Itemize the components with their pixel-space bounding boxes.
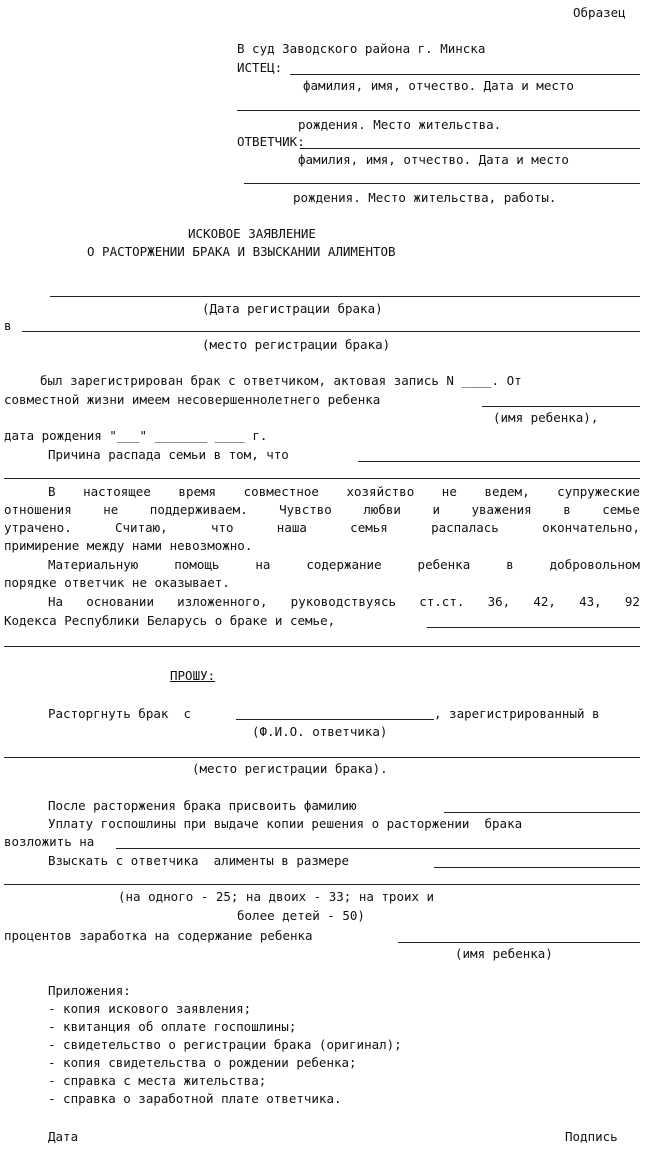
justified-word: ведем, — [484, 484, 530, 499]
in-prefix: в — [4, 318, 12, 333]
justified-word: 42, — [533, 594, 556, 609]
justified-word: добровольном — [549, 557, 640, 572]
plaintiff-hint-1: фамилия, имя, отчество. Дата и место — [303, 78, 574, 93]
reason-label: Причина распада семьи в том, что — [48, 447, 289, 462]
attachment-item: - квитанция об оплате госпошлины; — [48, 1019, 297, 1034]
rates-line1: (на одного - 25; на двоих - 33; на троих и — [118, 889, 435, 904]
defendant-fio-hint: (Ф.И.О. ответчика) — [252, 724, 388, 739]
reason-line-2 — [4, 478, 640, 479]
child-name-hint: (имя ребенка), — [493, 410, 599, 425]
justified-word: ребенка — [417, 557, 471, 572]
p2-line4: примирение между нами невозможно. — [4, 538, 253, 553]
justified-word: 36, — [487, 594, 511, 609]
attachment-item: - свидетельство о регистрации брака (оригинал); — [48, 1037, 402, 1052]
reg-date-line — [50, 296, 640, 297]
p1-line1: был зарегистрирован брак с ответчиком, актовая запись N ____. От — [40, 373, 522, 388]
justified-word: семья — [350, 520, 388, 535]
justified-word: На — [48, 594, 64, 609]
defendant-line-2 — [244, 183, 640, 184]
justified-word: не — [441, 484, 457, 499]
percent-line — [398, 942, 640, 943]
surname-line — [444, 812, 640, 813]
signature-label: Подпись — [565, 1129, 618, 1144]
justified-word: супружеские — [557, 484, 640, 499]
justified-word: любви — [363, 502, 401, 517]
alimony-line — [434, 867, 640, 868]
justified-word: Считаю, — [115, 520, 168, 535]
surname-label: После расторжения брака присвоить фамилию — [48, 798, 357, 813]
attachments-heading: Приложения: — [48, 983, 131, 998]
plaintiff-line-2 — [237, 110, 640, 111]
p3-line2: порядке ответчик не оказывает. — [4, 575, 230, 590]
attachment-item: - копия свидетельства о рождении ребенка; — [48, 1055, 357, 1070]
p4-line2: Кодекса Республики Беларусь о браке и семье, — [4, 613, 336, 628]
request-child-hint: (имя ребенка) — [455, 946, 553, 961]
percent-label: процентов заработка на содержание ребенка — [4, 928, 313, 943]
request-reg-line — [4, 757, 640, 758]
p2-line3 — [4, 520, 640, 535]
justified-word: и — [432, 502, 440, 517]
justified-word: на — [255, 557, 271, 572]
justified-word: 43, — [579, 594, 602, 609]
p4-line1 — [48, 594, 640, 609]
request-reg-hint: (место регистрации брака). — [192, 761, 388, 776]
attachment-item: - справка о заработной плате ответчика. — [48, 1091, 342, 1106]
reason-line — [358, 461, 640, 462]
justified-word: наша — [276, 520, 307, 535]
dissolve-suffix: , зарегистрированный в — [434, 706, 600, 721]
justified-word: Чувство — [279, 502, 332, 517]
defendant-label: ОТВЕТЧИК: — [237, 134, 305, 149]
attachment-item: - справка с места жительства; — [48, 1073, 267, 1088]
fee-line2: возложить на — [4, 834, 95, 849]
alimony-line-2 — [4, 884, 640, 885]
justified-word: семье — [602, 502, 640, 517]
reg-date-hint: (Дата регистрации брака) — [202, 301, 383, 316]
doc-title: ИСКОВОЕ ЗАЯВЛЕНИЕ — [188, 226, 316, 241]
p2-line1 — [48, 484, 640, 499]
attachment-item: - копия искового заявления; — [48, 1001, 252, 1016]
justified-word: руководствуясь — [290, 594, 397, 609]
justified-word: что — [210, 520, 234, 535]
justified-word: время — [178, 484, 217, 499]
defendant-line — [300, 148, 640, 149]
plaintiff-hint-2: рождения. Место жительства. — [298, 117, 502, 132]
justified-word: не — [103, 502, 119, 517]
justified-word: помощь — [174, 557, 220, 572]
dissolve-prefix: Расторгнуть брак с — [48, 706, 191, 721]
justified-word: 92 — [624, 594, 640, 609]
reg-place-line — [22, 331, 640, 332]
justified-word: поддерживаем. — [149, 502, 248, 517]
p1-line2: совместной жизни имеем несовершеннолетнего ребенка — [4, 392, 381, 407]
p4-line — [427, 627, 640, 628]
justified-word: В — [48, 484, 56, 499]
sample-label: Образец — [573, 5, 626, 20]
fee-line — [116, 848, 640, 849]
justified-word: уважения — [471, 502, 532, 517]
justified-word: содержание — [306, 557, 382, 572]
justified-word: отношения — [4, 502, 72, 517]
defendant-hint-2: рождения. Место жительства, работы. — [293, 190, 557, 205]
p4-line-2 — [4, 646, 640, 647]
p3-line1 — [48, 557, 640, 572]
fee-line1: Уплату госпошлины при выдаче копии решения о расторжении брака — [48, 816, 523, 831]
p2-line2 — [4, 502, 640, 517]
defendant-fio-line — [236, 719, 434, 720]
justified-word: хозяйство — [346, 484, 415, 499]
dob-line: дата рождения "___" _______ ____ г. — [4, 428, 268, 443]
justified-word: утрачено. — [4, 520, 72, 535]
justified-word: изложенного, — [177, 594, 268, 609]
justified-word: Материальную — [48, 557, 139, 572]
justified-word: основании — [86, 594, 154, 609]
defendant-hint-1: фамилия, имя, отчество. Дата и место — [298, 152, 569, 167]
reg-place-hint: (место регистрации брака) — [202, 337, 391, 352]
request-heading: ПРОШУ: — [170, 668, 216, 683]
doc-subtitle: О РАСТОРЖЕНИИ БРАКА И ВЗЫСКАНИИ АЛИМЕНТОВ — [87, 244, 396, 259]
justified-word: совместное — [243, 484, 319, 499]
justified-word: ст.ст. — [419, 594, 465, 609]
justified-word: окончательно, — [542, 520, 640, 535]
court-name: В суд Заводского района г. Минска — [237, 41, 486, 56]
child-name-line — [482, 406, 640, 407]
plaintiff-line — [290, 74, 640, 75]
justified-word: настоящее — [83, 484, 151, 499]
alimony-label: Взыскать с ответчика алименты в размере — [48, 853, 350, 868]
date-label: Дата — [48, 1129, 79, 1144]
plaintiff-label: ИСТЕЦ: — [237, 60, 283, 75]
justified-word: в — [563, 502, 571, 517]
rates-line2: более детей - 50) — [237, 908, 365, 923]
justified-word: в — [506, 557, 514, 572]
justified-word: распалась — [431, 520, 499, 535]
